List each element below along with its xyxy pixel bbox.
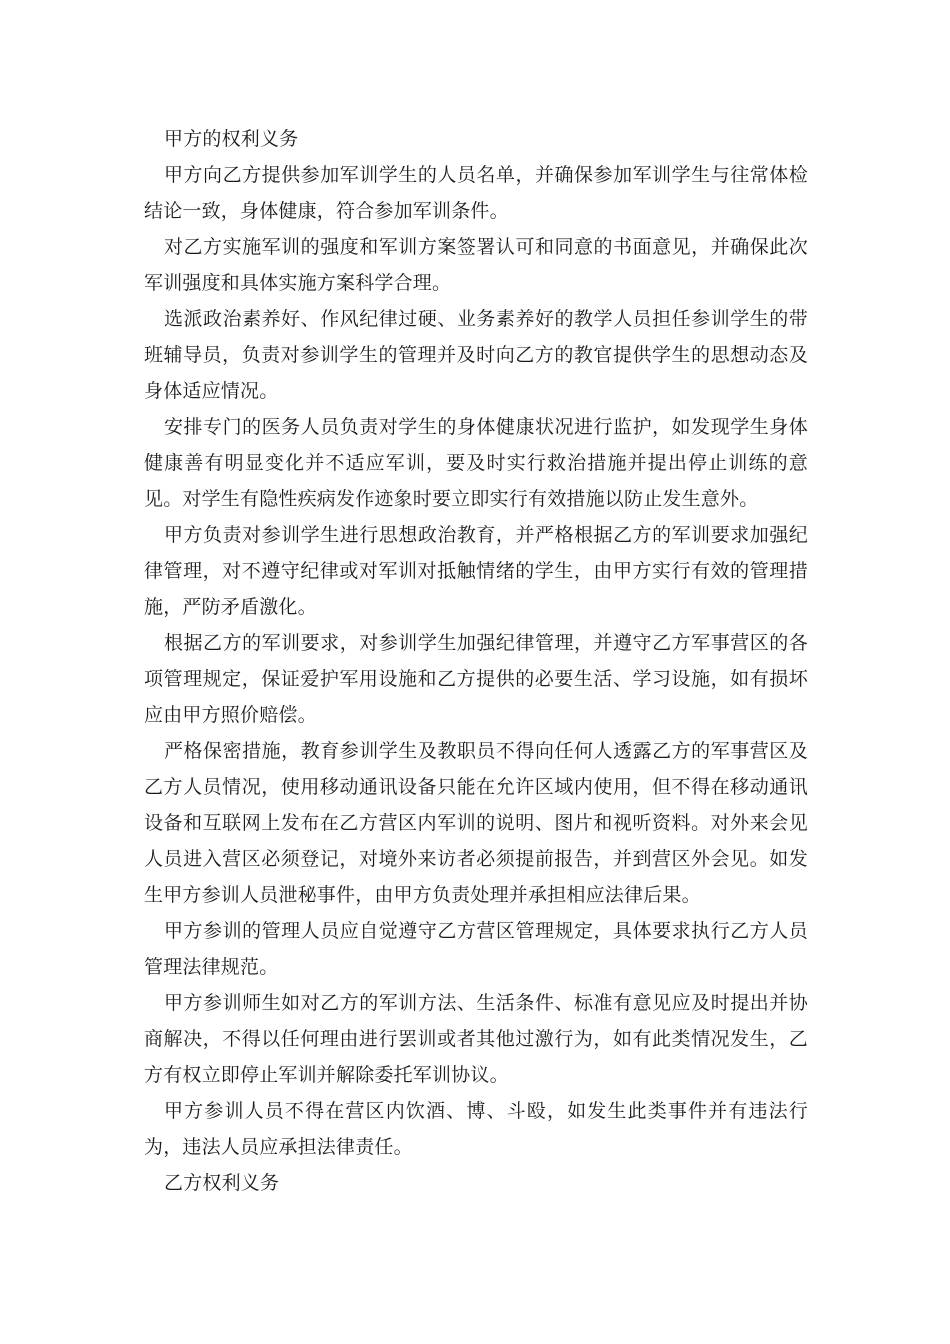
paragraph-student-list: 甲方向乙方提供参加军训学生的人员名单，并确保参加军训学生与往常体检结论一致，身体健康，符合参加军训条件。: [144, 164, 808, 222]
paragraph-medical-staff: 安排专门的医务人员负责对学生的身体健康状况进行监护，如发现学生身体健康善有明显变化并不适应军训，要及时实行救治措施并提出停止训练的意见。对学生有隐性疾病发作迹象时要立即实行有效措施以防止发生意外。: [144, 416, 808, 510]
paragraph-dispute-resolution: 甲方参训师生如对乙方的军训方法、生活条件、标准有意见应及时提出并协商解决，不得以任何理由进行罢训或者其他过激行为，如有此类情况发生，乙方有权立即停止军训并解除委托军训协议。: [144, 992, 808, 1086]
section-heading-party-b: 乙方权利义务: [164, 1172, 280, 1194]
paragraph-training-intensity: 对乙方实施军训的强度和军训方案签署认可和同意的书面意见，并确保此次军训强度和具体实施方案科学合理。: [144, 236, 808, 294]
paragraph-political-education: 甲方负责对参训学生进行思想政治教育，并严格根据乙方的军训要求加强纪律管理，对不遵守纪律或对军训对抵触情绪的学生，由甲方实行有效的管理措施，严防矛盾激化。: [144, 524, 808, 618]
paragraph-counselor-assignment: 选派政治素养好、作风纪律过硬、业务素养好的教学人员担任参训学生的带班辅导员，负责对参训学生的管理并及时向乙方的教官提供学生的思想动态及身体适应情况。: [144, 308, 808, 402]
paragraph-discipline-management: 根据乙方的军训要求，对参训学生加强纪律管理，并遵守乙方军事营区的各项管理规定，保证爱护军用设施和乙方提供的必要生活、学习设施，如有损坏应由甲方照价赔偿。: [144, 632, 808, 726]
section-heading-party-a: 甲方的权利义务: [164, 128, 299, 150]
paragraph-confidentiality: 严格保密措施，教育参训学生及教职员不得向任何人透露乙方的军事营区及乙方人员情况，使用移动通讯设备只能在允许区域内使用，但不得在移动通讯设备和互联网上发布在乙方营区内军训的说明、图片和视听资料。对外来会见人员进入营区必须登记，对境外来访者必须提前报告，并到营区外会见。如发生甲方参训人员泄秘事件，由甲方负责处理并承担相应法律后果。: [144, 740, 808, 906]
paragraph-prohibited-conduct: 甲方参训人员不得在营区内饮酒、博、斗殴，如发生此类事件并有违法行为，违法人员应承担法律责任。: [144, 1100, 808, 1158]
paragraph-management-rules: 甲方参训的管理人员应自觉遵守乙方营区管理规定，具体要求执行乙方人员管理法律规范。: [144, 920, 808, 978]
document-body: [144, 121, 808, 1201]
